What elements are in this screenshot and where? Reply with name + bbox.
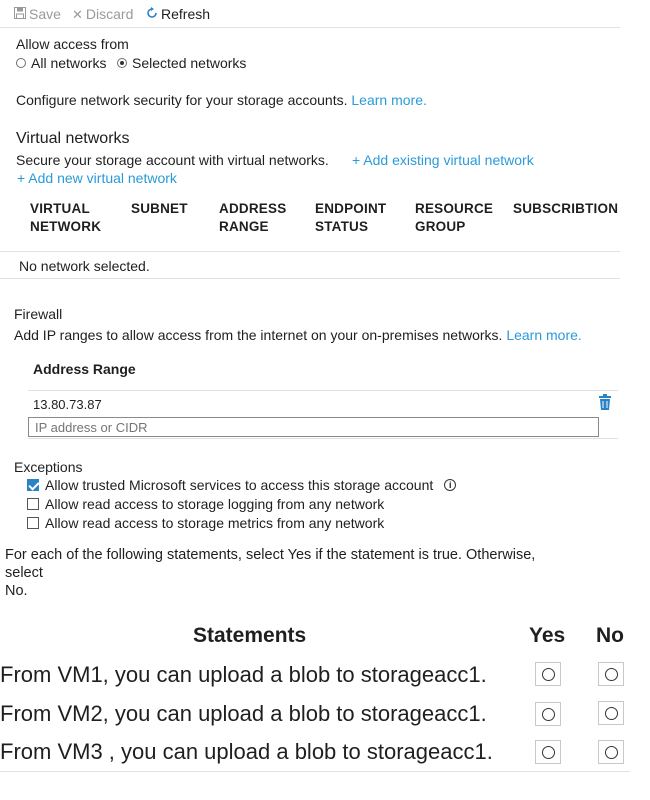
column-header-line: ADDRESS xyxy=(219,201,287,216)
exception-label: Allow trusted Microsoft services to access this storage account xyxy=(45,477,434,493)
checkbox-checked-icon[interactable] xyxy=(27,479,39,491)
discard-label: Discard xyxy=(85,6,134,22)
close-icon: ✕ xyxy=(72,6,83,22)
exceptions-title: Exceptions xyxy=(14,459,83,475)
radio-circle-icon xyxy=(542,746,555,759)
column-header-line: SUBSCRIBTION xyxy=(513,201,619,216)
yes-header: Yes xyxy=(529,624,566,647)
exception-label: Allow read access to storage metrics from any network xyxy=(45,515,385,531)
radio-all-networks[interactable] xyxy=(16,55,106,71)
refresh-label: Refresh xyxy=(161,6,211,22)
radio-selected-networks[interactable] xyxy=(117,55,246,71)
table-divider xyxy=(0,278,620,279)
address-range-value: 13.80.73.87 xyxy=(33,397,102,412)
virtual-networks-description: Secure your storage account with virtual networks. xyxy=(16,152,329,168)
column-header-resource-group xyxy=(415,200,493,236)
instructions-line: For each of the following statements, select Yes if the statement is true. Otherwise, xyxy=(5,547,536,563)
column-header-subscription xyxy=(513,200,618,218)
discard-button[interactable] xyxy=(72,6,133,22)
address-range-column-header: Address Range xyxy=(33,361,136,377)
firewall-title: Firewall xyxy=(14,306,63,322)
configure-text xyxy=(16,92,427,108)
table-divider xyxy=(0,251,620,252)
column-header-line: RESOURCE xyxy=(415,201,494,216)
radio-circle-icon xyxy=(605,746,618,759)
statements-header: Statements xyxy=(193,624,307,647)
add-new-vnet-link[interactable]: + Add new virtual network xyxy=(17,170,177,186)
table-divider xyxy=(28,390,618,391)
save-button[interactable] xyxy=(14,6,61,22)
virtual-networks-title: Virtual networks xyxy=(16,130,130,147)
save-label: Save xyxy=(29,6,61,22)
refresh-icon xyxy=(146,7,158,21)
toolbar xyxy=(0,0,620,28)
statements-bottom-divider xyxy=(0,771,630,772)
exception-storage-metrics[interactable] xyxy=(27,515,384,531)
exception-label: Allow read access to storage logging from any network xyxy=(45,496,385,512)
info-icon[interactable]: i xyxy=(444,479,456,491)
answer-no-1[interactable] xyxy=(598,662,624,686)
column-header-line: VIRTUAL xyxy=(30,201,90,216)
allow-access-title: Allow access from xyxy=(16,36,129,52)
answer-yes-2[interactable] xyxy=(535,702,561,726)
floppy-disk-icon xyxy=(14,7,26,21)
column-header-line: RANGE xyxy=(219,219,269,234)
firewall-description-row xyxy=(14,327,582,343)
firewall-learn-more-link[interactable]: Learn more. xyxy=(506,327,582,343)
column-header-subnet xyxy=(131,200,188,218)
radio-circle-icon xyxy=(605,707,618,720)
configure-description: Configure network security for your storage accounts. xyxy=(16,92,348,108)
delete-trash-icon[interactable] xyxy=(598,394,612,413)
instructions-line: select xyxy=(5,565,43,581)
column-header-line: NETWORK xyxy=(30,219,102,234)
column-header-line: ENDPOINT xyxy=(315,201,387,216)
configure-learn-more-link[interactable]: Learn more. xyxy=(351,92,427,108)
no-header: No xyxy=(596,624,624,647)
column-header-line: GROUP xyxy=(415,219,466,234)
radio-button-icon[interactable] xyxy=(16,58,26,68)
answer-yes-3[interactable] xyxy=(535,740,561,764)
add-existing-vnet-link[interactable]: + Add existing virtual network xyxy=(352,152,534,168)
radio-all-networks-label: All networks xyxy=(31,55,107,71)
statement-text: From VM2, you can upload a blob to storageacc1. xyxy=(0,701,487,726)
radio-button-selected-icon[interactable] xyxy=(117,58,127,68)
column-header-line: SUBNET xyxy=(131,201,188,216)
radio-circle-icon xyxy=(605,668,618,681)
ip-address-input[interactable] xyxy=(28,417,599,437)
vnet-empty-text: No network selected. xyxy=(19,258,150,274)
answer-no-3[interactable] xyxy=(598,740,624,764)
radio-circle-icon xyxy=(542,708,555,721)
statement-text: From VM1, you can upload a blob to storageacc1. xyxy=(0,662,487,687)
answer-yes-1[interactable] xyxy=(535,662,561,686)
radio-selected-networks-label: Selected networks xyxy=(132,55,247,71)
radio-circle-icon xyxy=(542,668,555,681)
column-header-address-range xyxy=(219,200,286,236)
exception-trusted-services[interactable] xyxy=(27,477,456,493)
column-header-line: STATUS xyxy=(315,219,369,234)
instructions-text xyxy=(5,546,535,600)
checkbox-icon[interactable] xyxy=(27,498,39,510)
firewall-description: Add IP ranges to allow access from the internet on your on-premises networks. xyxy=(14,327,503,343)
exception-storage-logging[interactable] xyxy=(27,496,384,512)
checkbox-icon[interactable] xyxy=(27,517,39,529)
statement-text: From VM3 , you can upload a blob to storageacc1. xyxy=(0,739,493,764)
column-header-virtual-network xyxy=(30,200,101,236)
instructions-line: No. xyxy=(5,583,28,599)
refresh-button[interactable] xyxy=(146,6,210,22)
answer-no-2[interactable] xyxy=(598,701,624,725)
column-header-endpoint-status xyxy=(315,200,386,236)
table-divider xyxy=(28,438,618,439)
